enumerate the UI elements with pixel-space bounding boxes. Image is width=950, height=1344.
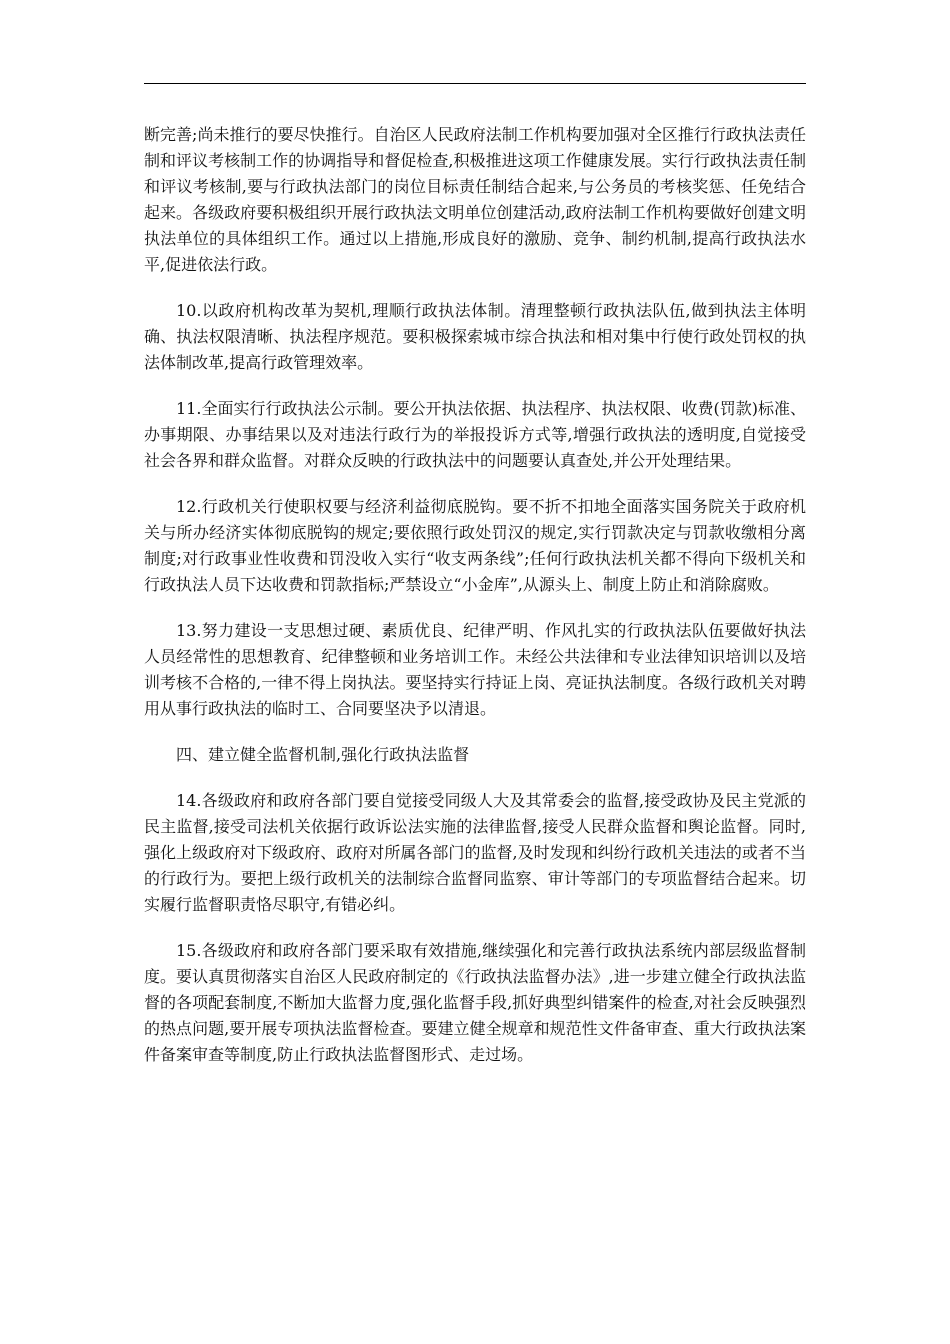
paragraph-item-11: 11.全面实行行政执法公示制。要公开执法依据、执法程序、执法权限、收费(罚款)标准、办事期限、办事结果以及对违法行政行为的举报投诉方式等,增强行政执法的透明度,自觉接受社会各界和群众监督。对群众反映的行政执法中的问题要认真查处,并公开处理结果。 <box>144 399 806 470</box>
header-rule <box>144 83 806 84</box>
paragraph-item-10: 10.以政府机构改革为契机,理顺行政执法体制。清理整顿行政执法队伍,做到执法主体明确、执法权限清晰、执法程序规范。要积极探索城市综合执法和相对集中行使行政处罚权的执法体制改革,提高行政管理效率。 <box>144 301 806 372</box>
paragraph-item-13: 13.努力建设一支思想过硬、素质优良、纪律严明、作风扎实的行政执法队伍要做好执法人员经常性的思想教育、纪律整顿和业务培训工作。未经公共法律和专业法律知识培训以及培训考核不合格的,一律不得上岗执法。要坚持实行持证上岗、亮证执法制度。各级行政机关对聘用从事行政执法的临时工、合同要坚决予以清退。 <box>144 621 806 718</box>
document-body <box>144 122 806 1088</box>
paragraph-item-12: 12.行政机关行使职权要与经济利益彻底脱钩。要不折不扣地全面落实国务院关于政府机关与所办经济实体彻底脱钩的规定;要依照行政处罚汉的规定,实行罚款决定与罚款收缴相分离制度;对行政事业性收费和罚没收入实行“收支两条线”;任何行政执法机关都不得向下级机关和行政执法人员下达收费和罚款指标;严禁设立“小金库”,从源头上、制度上防止和消除腐败。 <box>144 497 806 594</box>
section-heading-4: 四、建立健全监督机制,强化行政执法监督 <box>176 745 470 764</box>
paragraph-continuation: 断完善;尚未推行的要尽快推行。自治区人民政府法制工作机构要加强对全区推行行政执法责任制和评议考核制工作的协调指导和督促检查,积极推进这项工作健康发展。实行行政执法责任制和评议考核制,要与行政执法部门的岗位目标责任制结合起来,与公务员的考核奖惩、任免结合起来。各级政府要积极组织开展行政执法文明单位创建活动,政府法制工作机构要做好创建文明执法单位的具体组织工作。通过以上措施,形成良好的激励、竞争、制约机制,提高行政执法水平,促进依法行政。 <box>144 125 806 274</box>
paragraph-item-15: 15.各级政府和政府各部门要采取有效措施,继续强化和完善行政执法系统内部层级监督制度。要认真贯彻落实自治区人民政府制定的《行政执法监督办法》,进一步建立健全行政执法监督的各项配套制度,不断加大监督力度,强化监督手段,抓好典型纠错案件的检查,对社会反映强烈的热点问题,要开展专项执法监督检查。要建立健全规章和规范性文件备审查、重大行政执法案件备案审查等制度,防止行政执法监督图形式、走过场。 <box>144 941 806 1064</box>
paragraph-item-14: 14.各级政府和政府各部门要自觉接受同级人大及其常委会的监督,接受政协及民主党派的民主监督,接受司法机关依据行政诉讼法实施的法律监督,接受人民群众监督和舆论监督。同时,强化上级政府对下级政府、政府对所属各部门的监督,及时发现和纠纷行政机关违法的或者不当的行政行为。要把上级行政机关的法制综合监督同监察、审计等部门的专项监督结合起来。切实履行监督职责恪尽职守,有错必纠。 <box>144 791 806 914</box>
